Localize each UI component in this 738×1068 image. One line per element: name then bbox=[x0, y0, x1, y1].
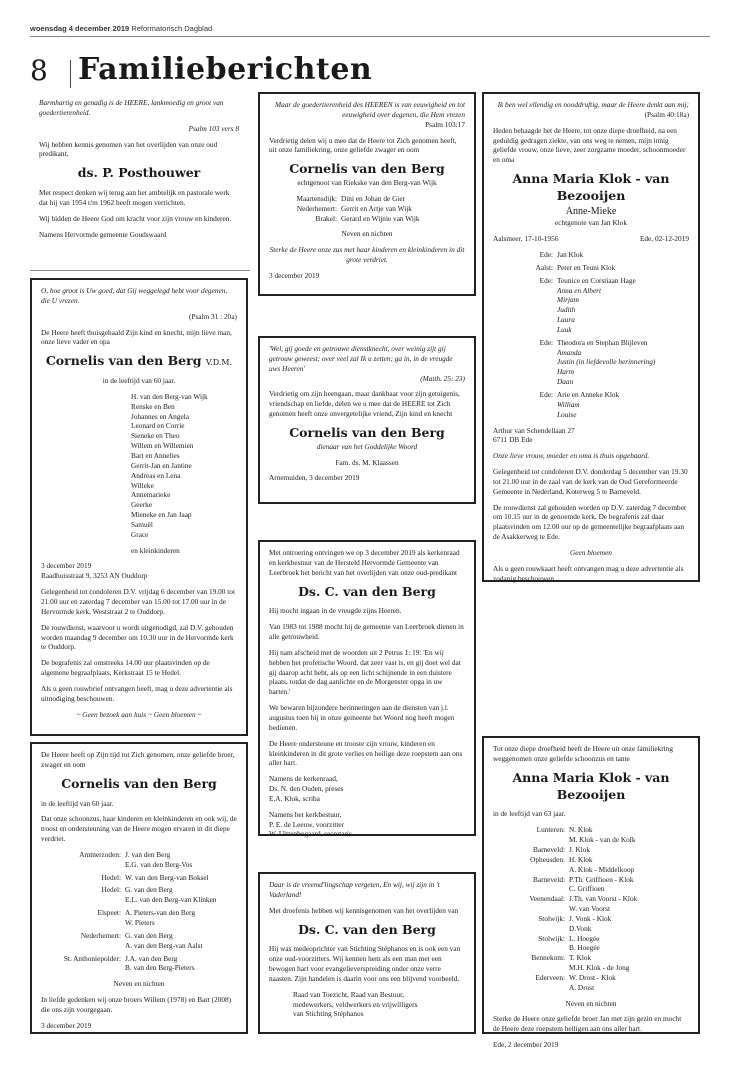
row-name: A. van den Berg-van Aalst bbox=[125, 940, 203, 950]
row-name: N. Klok bbox=[569, 825, 593, 835]
motto-ref: Psalm 103 vers 8 bbox=[188, 123, 239, 133]
text: Dat onze schoonzus, haar kinderen en kleinkinderen en ook wij, de troost en ondersteuning van de Heere mogen ervaren in dit diepe verdriet. bbox=[41, 814, 237, 844]
text: Wij hebben kennis genomen van het overlijden van onze oud predikant, bbox=[39, 139, 218, 159]
addr-line: 6711 DB Ede bbox=[493, 435, 533, 445]
row-name: W. Pieters bbox=[125, 918, 155, 927]
motto: Ik ben wel ellendig en nooddruftig, maar de Heere denkt aan mij; bbox=[497, 100, 689, 109]
notice-klok-inlaws bbox=[482, 736, 700, 1050]
header-rule bbox=[30, 36, 710, 37]
grandchild: Harm bbox=[557, 367, 575, 377]
footer-note: ~ Geen bezoek aan huis ~ Geen bloemen ~ bbox=[76, 709, 202, 719]
date: 3 december 2019 bbox=[269, 271, 320, 280]
motto: Daar is de vreemd'lingschap vergeten, En wij, wij zijn in 't Vaderland! bbox=[269, 880, 440, 899]
family-row bbox=[41, 954, 237, 974]
family-row bbox=[493, 845, 689, 855]
family-member: Gerrit-Jan en Jantine bbox=[131, 460, 192, 470]
text: Hij nam afscheid met de woorden uit 2 Petrus 1: 19: 'En wij hebben het profetische Woord, dat zeer vast is, en gij doet wel dat gij daarop acht hebt, als op een licht schijnende in een duistere plaats, totdat de dag aanlichte en de Morgenster opga in uw harten.' bbox=[269, 647, 461, 697]
address: Raadhuisstraat 9, 3253 AN Ouddorp bbox=[41, 571, 148, 581]
grandchild: Justin (in liefdevolle herinnering) bbox=[557, 357, 656, 367]
text: Verdrietig delen wij u mee dat de Heere tot Zich genomen heeft, uit onze familiekring, onze geliefde zwager en oom bbox=[269, 135, 457, 155]
family-row bbox=[41, 885, 237, 905]
running-header bbox=[30, 24, 212, 33]
deceased-name: ds. P. Posthouwer bbox=[77, 165, 201, 181]
row-location: Opheusden: bbox=[530, 854, 565, 864]
row-name: E.L. van den Berg-van Klinken bbox=[125, 895, 217, 905]
row-location: Aalst: bbox=[535, 262, 553, 272]
row-names bbox=[557, 250, 689, 260]
row-name: J. Klok bbox=[569, 844, 591, 854]
motto-ref: Psalm 103:17 bbox=[425, 119, 465, 129]
family-member: Leonard en Corrie bbox=[131, 421, 185, 431]
family-row bbox=[493, 390, 689, 420]
family-member: Willem en Willemien bbox=[131, 441, 194, 451]
family-member: Mieneke en Jan Jaap bbox=[131, 510, 192, 520]
row-name: W. van den Berg-van Boksel bbox=[125, 872, 209, 882]
family-member: Samuël bbox=[131, 519, 153, 529]
age: in de leeftijd van 60 jaar. bbox=[102, 376, 176, 386]
row-name: C. Griffioen bbox=[569, 884, 605, 894]
deceased-name: Ds. C. van den Berg bbox=[298, 921, 436, 937]
family-row bbox=[493, 263, 689, 273]
grandchild: William bbox=[557, 399, 580, 409]
row-name: T. Klok bbox=[569, 953, 592, 963]
motto-ref: (Matth. 25: 23) bbox=[420, 373, 465, 383]
row-location: Barneveld: bbox=[532, 844, 565, 854]
row-location: Bennekom: bbox=[531, 953, 565, 963]
row-name: J. Vonk - Klok bbox=[569, 913, 612, 923]
family-row bbox=[41, 850, 237, 870]
name-text: Cornelis van den Berg bbox=[45, 353, 202, 369]
row-name: Jan Klok bbox=[557, 250, 584, 259]
deceased-name: Anna Maria Klok - van Bezooijen bbox=[512, 171, 670, 203]
family-member: Johannes en Angela bbox=[131, 411, 189, 421]
addr-line: Arthur van Schendellaan 27 bbox=[493, 425, 575, 435]
grandchild: Laura bbox=[557, 315, 575, 325]
row-location: Stolwijk: bbox=[538, 933, 565, 943]
death: Ede, 02-12-2019 bbox=[639, 234, 689, 244]
row-name: J.Th. van Voorst - Klok bbox=[569, 894, 638, 904]
row-name: Peter en Teuni Klok bbox=[557, 262, 616, 272]
family-row bbox=[269, 214, 465, 224]
family-rows bbox=[41, 850, 237, 973]
row-name: D.Vonk bbox=[569, 923, 592, 933]
row-names bbox=[569, 953, 689, 973]
text: De rouwdienst zal gehouden worden op D.V. zaterdag 7 december om 10.15 uur in de genoemde kerk. De begrafenis zal daar plaatsvinden om 12.00 uur op de gemeentelijke begraafplaats aan de Asakkerweg te Ede. bbox=[493, 502, 687, 542]
text: Met ontroering ontvingen we op 3 december 2019 als kerkenraad en kerkbestuur van de Hersteld Hervormde Gemeente van Leerbroek het bericht van het overlijden van onze oud-predikant bbox=[269, 548, 460, 577]
nephews: Neven en nichten bbox=[341, 229, 393, 239]
motto: Maar de goedertierenheid des HEEREN is van eeuwigheid en tot eeuwigheid over degenen, die Hem vrezen bbox=[274, 100, 465, 119]
deceased-name: Ds. C. van den Berg bbox=[298, 583, 436, 599]
deceased-name: Anna Maria Klok - van Bezooijen bbox=[512, 769, 670, 802]
grandchild: Amanda bbox=[557, 347, 582, 357]
sig-line: van Stichting Stéphanos bbox=[293, 1009, 364, 1019]
row-names bbox=[125, 885, 237, 905]
family-row bbox=[41, 908, 237, 928]
family-row bbox=[41, 931, 237, 951]
row-names bbox=[569, 845, 689, 855]
row-names bbox=[569, 934, 689, 954]
row-location: Veenendaal: bbox=[529, 894, 565, 904]
sig-line: Namens het kerkbestuur, bbox=[269, 809, 342, 819]
signature: Namens Hervormde gemeente Goudswaard bbox=[39, 229, 167, 239]
row-location: Hedel: bbox=[101, 872, 121, 882]
deceased-name: Cornelis van den Berg bbox=[289, 424, 445, 440]
row-name: Arie en Anneke Klok bbox=[557, 389, 620, 399]
motto: Barmhartig en genadig is de HEERE, lankmoedig en groot van goedertierenheid. bbox=[39, 98, 224, 117]
name-title: V.D.M. bbox=[205, 358, 233, 368]
date: 3 december 2019 bbox=[41, 561, 92, 571]
row-name: E.G. van den Berg-Vos bbox=[125, 859, 193, 869]
row-names bbox=[569, 855, 689, 875]
notice-friends bbox=[258, 336, 476, 504]
birth: Aalsmeer, 17-10-1956 bbox=[493, 234, 559, 244]
row-names: Gerard en Wijnie van Wijk bbox=[341, 213, 420, 223]
page-title: Familieberichten bbox=[78, 52, 373, 87]
spouse: echtgenote van Jan Klok bbox=[555, 218, 627, 228]
row-name: G. van den Berg bbox=[125, 885, 173, 895]
motto: 'Wel, gij goede en getrouwe dienstknecht, over weinig zijt gij getrouw geweest; over veel zal Ik u zetten; ga in, in de vreugde uws Heeren' bbox=[269, 344, 453, 373]
date: Arnemuiden, 3 december 2019 bbox=[269, 473, 360, 483]
motto-ref: (Psalm 40:18a) bbox=[644, 109, 689, 119]
signature bbox=[269, 990, 465, 1020]
age: in de leeftijd van 63 jaar. bbox=[493, 809, 566, 819]
sig-line: medewerkers, veldwerkers en vrijwilligers bbox=[293, 999, 418, 1009]
row-location: Ammerzoden: bbox=[79, 849, 121, 859]
grandchild: Anna en Albert bbox=[557, 285, 602, 295]
family-row bbox=[269, 204, 465, 214]
family-row bbox=[493, 875, 689, 895]
row-name: J. van den Berg bbox=[125, 849, 171, 859]
text: De Heere heeft thuisgehaald Zijn kind en knecht, mijn lieve man, onze lieve vader en opa bbox=[41, 327, 232, 347]
row-location: Ede: bbox=[539, 389, 553, 399]
row-name: A. Drost bbox=[569, 982, 595, 992]
row-name: Theodora en Stephan Blijleven bbox=[557, 337, 648, 347]
grandchild: Judith bbox=[557, 305, 576, 315]
row-name: P.Th. Griffioen - Klok bbox=[569, 874, 634, 884]
text: Tot onze diepe droefheid heeft de Heere uit onze familiekring weggenomen onze geliefde schoonzus en tante bbox=[493, 744, 674, 763]
family-row bbox=[493, 855, 689, 875]
row-name: J.A. van den Berg bbox=[125, 953, 178, 963]
header-paper: Reformatorisch Dagblad bbox=[131, 24, 213, 33]
row-location: Nederhemert: bbox=[296, 203, 337, 213]
family-member: Willeke bbox=[131, 480, 154, 490]
nephews: Neven en nichten bbox=[113, 979, 165, 989]
text: Als u geen rouwbrief ontvangen heeft, mag u deze advertentie als uitnodiging beschouwen. bbox=[41, 683, 233, 703]
nickname: Anne-Mieke bbox=[565, 205, 617, 217]
row-names bbox=[125, 954, 237, 974]
family-member: Geerke bbox=[131, 500, 153, 510]
section-rule bbox=[30, 270, 250, 271]
deceased-name: Cornelis van den Berg bbox=[61, 775, 217, 791]
family-row bbox=[493, 894, 689, 914]
page-number: 8 bbox=[30, 54, 48, 87]
family-row bbox=[493, 276, 689, 335]
row-name: W. Drost - Klok bbox=[569, 972, 616, 982]
row-location: Ede: bbox=[539, 275, 553, 285]
deceased-name bbox=[41, 353, 237, 370]
family-row bbox=[493, 250, 689, 260]
family-member: H. van den Berg-van Wijk bbox=[131, 391, 208, 401]
row-name: M. Klok - van de Kolk bbox=[569, 835, 636, 845]
row-name: A. Klok - Middelkoop bbox=[569, 864, 635, 874]
text: De rouwdienst, waarvoor u wordt uitgenodigd, zal D.V. gehouden worden maandag 9 december om 10.30 uur in de Hervormde kerk te Ouddorp. bbox=[41, 622, 234, 652]
row-name: G. van den Berg bbox=[125, 930, 173, 940]
row-location: Hedel: bbox=[101, 885, 121, 895]
row-names bbox=[125, 850, 237, 870]
text: Heden behaagde het de Heere, tot onze diepe droefheid, na een geduldig gedragen ziekte, van ons weg te nemen, mijn innig geliefde vrouw, onze lieve, zeer zorgzame moeder, schoonmoeder en oma bbox=[493, 125, 686, 165]
family-list bbox=[41, 392, 237, 540]
text: In liefde gedenken wij onze broers Willem (1978) en Bart (2008) die ons zijn voorgegaan. bbox=[41, 995, 232, 1014]
sig-line: Ds. N. den Ouden, preses bbox=[269, 784, 344, 794]
header-date: woensdag 4 december 2019 bbox=[30, 24, 130, 33]
row-location: Ede: bbox=[539, 250, 553, 259]
text: Hij mocht ingaan in de vreugde zijns Heeren. bbox=[269, 606, 402, 616]
row-name: L. Hoegée bbox=[569, 933, 600, 943]
grandchild: Daan bbox=[557, 377, 574, 387]
signature: Fam. ds. M. Klaassen bbox=[335, 457, 399, 467]
sig-line: W. Uittenbogaard, secretaris bbox=[269, 829, 352, 839]
row-location: Elspeet: bbox=[97, 908, 121, 918]
family-rows bbox=[493, 825, 689, 992]
row-names: Gerrit en Artje van Wijk bbox=[341, 203, 412, 213]
family-row bbox=[493, 953, 689, 973]
notice-posthouwer bbox=[30, 92, 248, 262]
family-row bbox=[493, 973, 689, 993]
grandchildren: en kleinkinderen bbox=[131, 545, 180, 555]
notice-family-berg bbox=[30, 278, 248, 736]
date: Ede, 2 december 2019 bbox=[493, 1040, 559, 1050]
row-names bbox=[569, 825, 689, 845]
row-location: Ede: bbox=[539, 337, 553, 347]
row-name: M.H. Klok - de Jong bbox=[569, 963, 630, 973]
text: De begrafenis zal omstreeks 14.00 uur plaatsvinden op de algemene begraafplaats, Kerkstraat 15 te Hedel. bbox=[41, 658, 210, 678]
text: Met respect denken wij terug aan het ambtelijk en pastorale werk dat hij van 1954 t/m 1962 heeft mogen verrichten. bbox=[39, 188, 230, 207]
family-row bbox=[493, 825, 689, 845]
row-names bbox=[125, 931, 237, 951]
motto-ref: (Psalm 31 : 20a) bbox=[188, 311, 237, 321]
footer-note: Sterke de Heere onze zus met haar kinderen en kleinkinderen in dit grote verdriet. bbox=[269, 245, 465, 265]
deceased-name: Cornelis van den Berg bbox=[289, 161, 445, 177]
family-member: Annemarieke bbox=[131, 490, 171, 500]
row-name: B. Hoegée bbox=[569, 943, 600, 953]
row-names bbox=[557, 276, 689, 335]
date: 3 december 2019 bbox=[41, 1020, 92, 1030]
grandchild: Luuk bbox=[557, 324, 572, 334]
row-names bbox=[125, 908, 237, 928]
row-names bbox=[569, 914, 689, 934]
grandchild: Louise bbox=[557, 409, 577, 419]
text: Verdrietig om zijn heengaan, maar dankbaar voor zijn getuigenis, vriendschap en liefde, delen we u mee dat de HEERE tot Zich genomen heeft onze onvergetelijke vriend, Zijn kind en knecht bbox=[269, 389, 460, 419]
spouse: echtgenoot van Riekske van den Berg-van Wijk bbox=[297, 178, 437, 188]
age: in de leeftijd van 60 jaar. bbox=[41, 798, 114, 808]
family-row bbox=[41, 873, 237, 883]
row-names bbox=[557, 263, 689, 273]
life-dates bbox=[493, 234, 689, 244]
family-member: Andreas en Lena bbox=[131, 470, 181, 480]
row-name: A. Pieters-van den Berg bbox=[125, 908, 195, 918]
row-location: Brakel: bbox=[315, 213, 337, 223]
note: Onze lieve vrouw, moeder en oma is thuis opgebaard. bbox=[493, 451, 650, 461]
text: De Heere heeft op Zijn tijd tot Zich genomen, onze geliefde broer, zwager en oom bbox=[41, 750, 235, 769]
footer-note: Geen bloemen bbox=[570, 547, 612, 557]
family-rows bbox=[269, 194, 465, 224]
title-divider bbox=[70, 60, 71, 88]
motto: O, hoe groot is Uw goed, dat Gij weggelegd hebt voor degenen, die U vrezen. bbox=[41, 286, 228, 305]
row-location: St. Anthoniepolder: bbox=[63, 953, 121, 963]
text: Van 1983 tot 1988 mocht hij de gemeente van Leerbroek dienen in alle getrouwheid. bbox=[269, 622, 464, 642]
notice-leerbroek bbox=[258, 540, 476, 839]
nephews: Neven en nichten bbox=[565, 998, 617, 1008]
family-member: Grace bbox=[131, 529, 149, 539]
row-name: H. Klok bbox=[569, 854, 593, 864]
row-names: Dini en Johan de Gier bbox=[341, 193, 406, 203]
family-member: Renske en Ben bbox=[131, 401, 175, 411]
row-names bbox=[569, 973, 689, 993]
text: De Heere ondersteune en trooste zijn vrouw, kinderen en kleinkinderen in dit grote verlies en heilige deze roepstem aan ons aller hart. bbox=[269, 738, 463, 768]
signature-kerkenraad bbox=[269, 774, 465, 804]
family-row bbox=[493, 934, 689, 954]
sig-line: E.A. Klok, scriba bbox=[269, 793, 320, 803]
grandchild: Mirjam bbox=[557, 295, 579, 305]
row-location: Maartensdijk: bbox=[296, 193, 337, 203]
row-location: Stolwijk: bbox=[538, 913, 565, 923]
row-location: Barneveld: bbox=[532, 874, 565, 884]
row-name: W. van Voorst bbox=[569, 904, 611, 914]
text: Gelegenheid tot condoleren D.V. vrijdag 6 december van 19.00 tot 21.00 uur en zaterdag 7 december van 15.00 tot 17.00 uur in de Hervormde kerk, Weststraat 2 te Ouddorp. bbox=[41, 587, 235, 616]
row-names bbox=[569, 875, 689, 895]
family-member: Sieneke en Theo bbox=[131, 431, 180, 441]
row-names bbox=[569, 894, 689, 914]
row-names bbox=[557, 390, 689, 420]
row-location: Nederhemert: bbox=[80, 930, 121, 940]
notice-siblings-berg bbox=[30, 742, 248, 1034]
family-rows bbox=[493, 250, 689, 420]
text: Met droefenis hebben wij kennisgenomen van het overlijden van bbox=[269, 905, 459, 915]
row-names bbox=[125, 873, 237, 883]
row-location: Ederveen: bbox=[535, 972, 565, 982]
family-row bbox=[269, 194, 465, 204]
text: Als u geen rouwkaart heeft ontvangen mag u deze advertentie als zodanig beschouwen. bbox=[493, 563, 684, 583]
text: Hij was medeoprichter van Stichting Stéphanos en is ook een van onze oud-voorzitters. Wij kennen hem als een man met een bewogen hart voor evangelieverspreiding onder onze verre naasten. Zijn handelen is daarin voor ons een blijvend voorbeeld. bbox=[269, 944, 461, 983]
signature-kerkbestuur bbox=[269, 810, 465, 840]
text: Sterke de Heere onze geliefde broer Jan met zijn gezin en mocht de Heere deze roepstem heiligen aan ons aller hart. bbox=[493, 1014, 682, 1034]
row-names bbox=[557, 338, 689, 387]
row-location: Lunteren: bbox=[536, 825, 565, 835]
text: We bewaren bijzondere herinneringen aan de diensten van j.l. augustus toen hij in onze gemeente het Woord nog heeft mogen bedienen. bbox=[269, 703, 455, 732]
family-row bbox=[493, 338, 689, 387]
text: Gelegenheid tot condoleren D.V. donderdag 5 december van 19.30 tot 21.00 uur in de zaal van de kerk van de Oud Gereformeerde Gemeente in Nederland, Koterweg 5 te Barneveld. bbox=[493, 467, 688, 496]
subtitle: dienaar van het Goddelijke Woord bbox=[316, 441, 418, 451]
sig-line: Namens de kerkenraad, bbox=[269, 774, 338, 784]
family-row bbox=[493, 914, 689, 934]
notice-brothers-in-law bbox=[258, 92, 476, 296]
row-name: Teunice en Corstiaan Hage bbox=[557, 275, 636, 285]
sig-line: Raad van Toezicht, Raad van Bestuur, bbox=[293, 989, 405, 999]
notice-stephanos bbox=[258, 872, 476, 1034]
family-member: Bart en Annelies bbox=[131, 451, 180, 460]
text: Wij bidden de Heere God om kracht voor zijn vrouw en kinderen. bbox=[39, 213, 232, 223]
sig-line: P. E. de Leeuw, voorzitter bbox=[269, 819, 345, 829]
address bbox=[493, 426, 689, 446]
notice-klok-family bbox=[482, 92, 700, 582]
row-name: B. van den Berg-Pieters bbox=[125, 963, 195, 973]
